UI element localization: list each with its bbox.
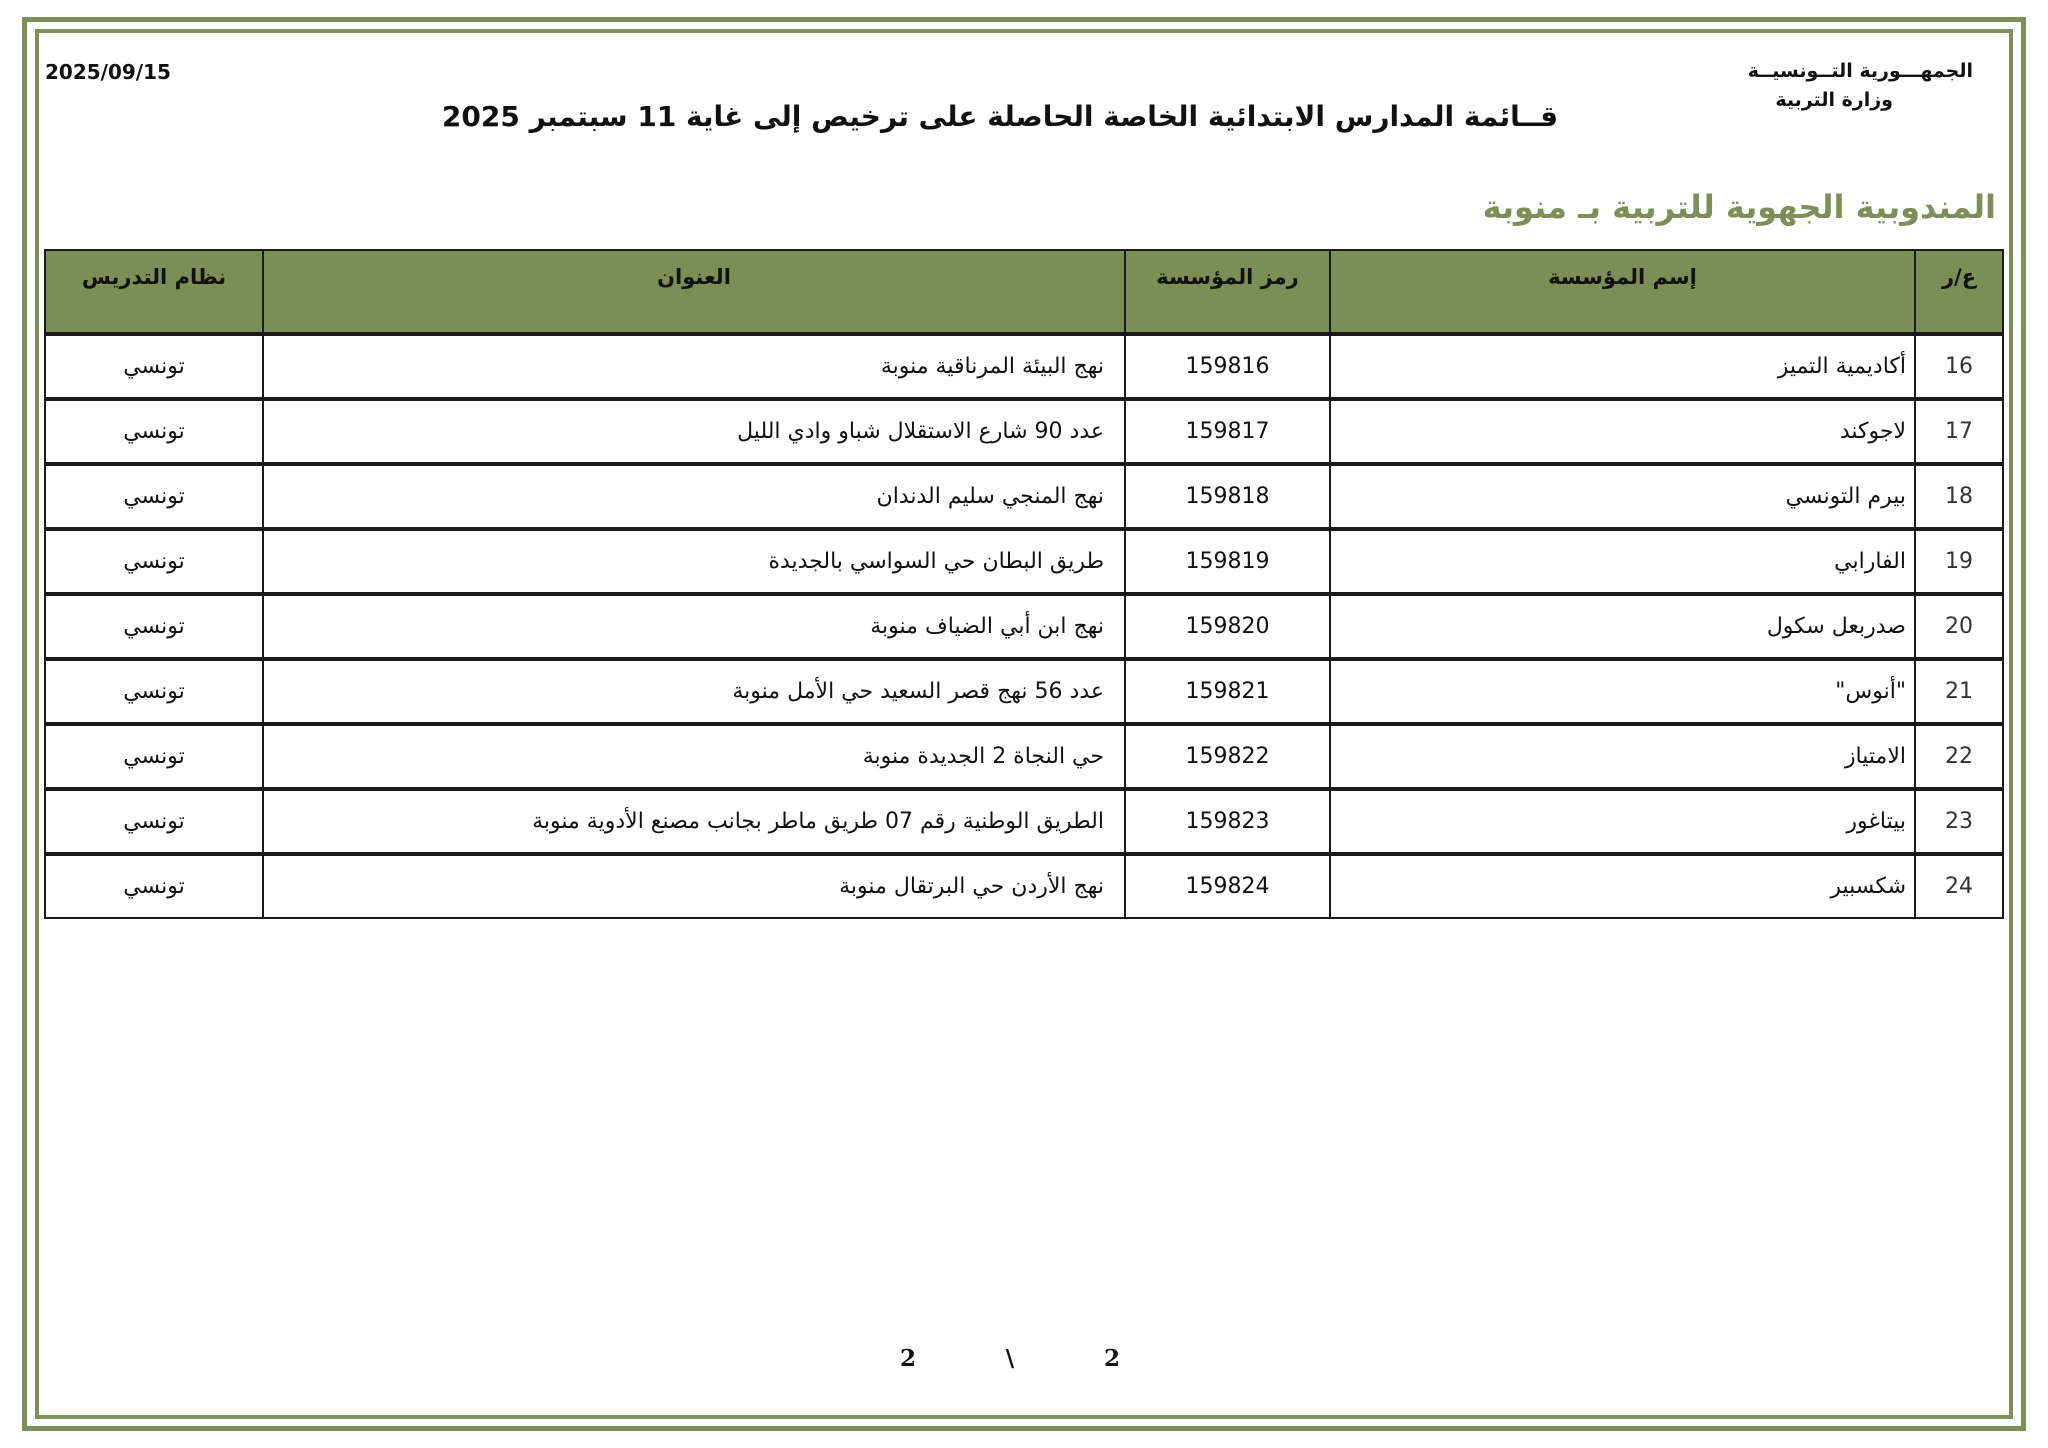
column-header-school-code: رمز المؤسسة [1125, 250, 1330, 334]
school-address: نهج المنجي سليم الدندان [263, 464, 1125, 529]
table-row [45, 724, 2003, 789]
column-header-school-name: إسم المؤسسة [1330, 250, 1915, 334]
page-number [900, 1345, 1120, 1372]
page-total: 2 [1103, 1345, 1120, 1372]
school-code: 159819 [1125, 529, 1330, 594]
school-address: عدد 90 شارع الاستقلال شباو وادي الليل [263, 399, 1125, 464]
school-name: شكسبير [1330, 854, 1915, 918]
school-name: بيرم التونسي [1330, 464, 1915, 529]
schools-table [44, 249, 2004, 919]
school-code: 159820 [1125, 594, 1330, 659]
school-code: 159822 [1125, 724, 1330, 789]
teaching-system: تونسي [45, 854, 263, 918]
teaching-system: تونسي [45, 529, 263, 594]
school-code: 159821 [1125, 659, 1330, 724]
teaching-system: تونسي [45, 659, 263, 724]
row-number: 18 [1915, 464, 2003, 529]
school-code: 159823 [1125, 789, 1330, 854]
school-name: بيتاغور [1330, 789, 1915, 854]
column-header-number: ع/ر [1915, 250, 2003, 334]
document-title: قــائمة المدارس الابتدائية الخاصة الحاصلة على ترخيص إلى غاية 11 سبتمبر 2025 [441, 100, 1559, 133]
table-row [45, 399, 2003, 464]
row-number: 20 [1915, 594, 2003, 659]
school-address: نهج ابن أبي الضياف منوبة [263, 594, 1125, 659]
column-header-teaching-system: نظام التدريس [45, 250, 263, 334]
row-number: 16 [1915, 334, 2003, 399]
school-name: لاجوكند [1330, 399, 1915, 464]
school-name: الفارابي [1330, 529, 1915, 594]
teaching-system: تونسي [45, 724, 263, 789]
school-address: نهج الأردن حي البرتقال منوبة [263, 854, 1125, 918]
regional-office-heading: المندوبية الجهوية للتربية بـ منوبة [1482, 188, 1996, 226]
row-number: 24 [1915, 854, 2003, 918]
page-separator: \ [1005, 1345, 1015, 1372]
column-header-address: العنوان [263, 250, 1125, 334]
table-row [45, 464, 2003, 529]
row-number: 23 [1915, 789, 2003, 854]
document-date: 2025/09/15 [45, 60, 171, 84]
school-address: طريق البطان حي السواسي بالجديدة [263, 529, 1125, 594]
school-code: 159816 [1125, 334, 1330, 399]
school-address: نهج البيئة المرناقية منوبة [263, 334, 1125, 399]
school-code: 159824 [1125, 854, 1330, 918]
school-address: الطريق الوطنية رقم 07 طريق ماطر بجانب مصنع الأدوية منوبة [263, 789, 1125, 854]
row-number: 22 [1915, 724, 2003, 789]
row-number: 19 [1915, 529, 2003, 594]
school-code: 159817 [1125, 399, 1330, 464]
table-header-row [45, 250, 2003, 334]
table-row [45, 529, 2003, 594]
table-row [45, 334, 2003, 399]
school-name: "أنوس" [1330, 659, 1915, 724]
table-row [45, 659, 2003, 724]
teaching-system: تونسي [45, 399, 263, 464]
school-address: حي النجاة 2 الجديدة منوبة [263, 724, 1125, 789]
table-row [45, 789, 2003, 854]
row-number: 17 [1915, 399, 2003, 464]
teaching-system: تونسي [45, 789, 263, 854]
school-name: صدربعل سكول [1330, 594, 1915, 659]
teaching-system: تونسي [45, 464, 263, 529]
school-code: 159818 [1125, 464, 1330, 529]
teaching-system: تونسي [45, 334, 263, 399]
table-row [45, 854, 2003, 918]
teaching-system: تونسي [45, 594, 263, 659]
ministry-name: وزارة التربية [1775, 89, 1893, 111]
republic-name: الجمهـــورية التــونسيــة [1747, 60, 1973, 82]
row-number: 21 [1915, 659, 2003, 724]
school-address: عدد 56 نهج قصر السعيد حي الأمل منوبة [263, 659, 1125, 724]
school-name: الامتياز [1330, 724, 1915, 789]
page-current: 2 [900, 1345, 917, 1372]
table-row [45, 594, 2003, 659]
school-name: أكاديمية التميز [1330, 334, 1915, 399]
